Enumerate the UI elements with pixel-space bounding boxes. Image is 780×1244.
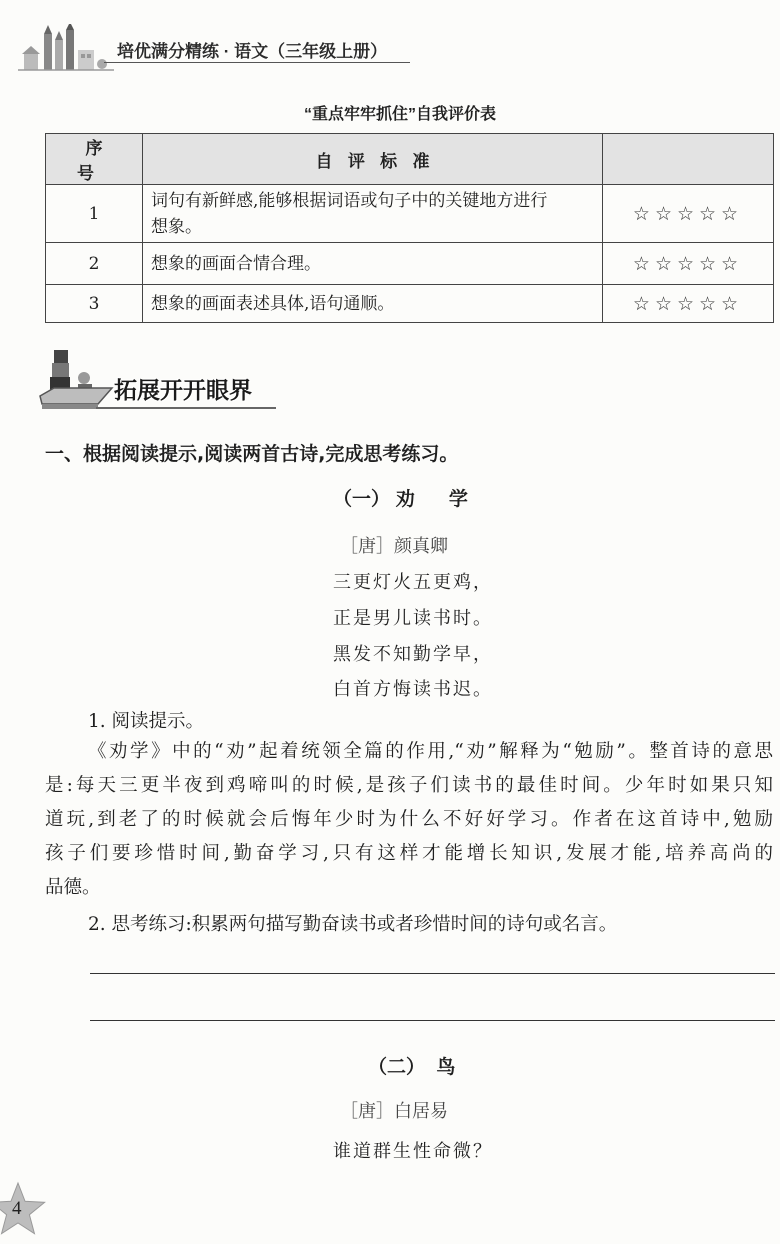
header-rule (104, 62, 410, 63)
poem1-number: （一） (333, 488, 391, 510)
paragraph-line: 孩子们要珍惜时间,勤奋学习,只有这样才能增长知识,发展才能,培养高尚的 (45, 843, 773, 864)
poem-line: 谁道群生性命微？ (333, 1141, 493, 1162)
question-heading: 一、根据阅读提示,阅读两首古诗,完成思考练习。 (45, 443, 459, 465)
star-rating: ☆☆☆☆☆ (603, 243, 774, 285)
poem-line: 白首方悔读书迟。 (333, 679, 493, 700)
row-criteria (143, 285, 603, 323)
section-rule (96, 407, 276, 409)
poem2-title (368, 1052, 455, 1079)
row-number: 3 (46, 285, 143, 323)
section-title: 拓展开开眼界 (114, 378, 252, 404)
poem1-name: 劝学 (395, 488, 503, 510)
poem-line: 三更灯火五更鸡， (333, 572, 493, 593)
paragraph-line: 是:每天三更半夜到鸡啼叫的时候,是孩子们读书的最佳时间。少年时如果只知 (45, 775, 773, 796)
table-row (46, 185, 774, 243)
exercise-label: 2. 思考练习:积累两句描写勤奋读书或者珍惜时间的诗句或名言。 (88, 914, 618, 935)
poem2-name: 鸟 (436, 1056, 456, 1078)
row-number: 2 (46, 243, 143, 285)
paragraph-line: 道玩,到老了的时候就会后悔年少时为什么不好好学习。作者在这首诗中,勉励 (45, 809, 773, 830)
criteria-line: 想象的画面表述具体,语句通顺。 (151, 293, 395, 314)
row-number: 1 (46, 185, 143, 243)
criteria-line: 想象的画面合情合理。 (151, 253, 321, 274)
poem-line: 黑发不知勤学早， (333, 644, 493, 665)
table-title: “重点牢牢抓住”自我评价表 (303, 106, 496, 123)
column-header-criteria: 自评标准 (143, 134, 603, 185)
poem2-author: ［唐］白居易 (340, 1101, 448, 1122)
answer-line (90, 973, 775, 974)
self-evaluation-table (45, 133, 774, 323)
answer-line (90, 1020, 775, 1021)
table-header-row (46, 134, 774, 185)
row-criteria (143, 185, 603, 243)
blocks-icon (38, 346, 114, 416)
column-header-rating (603, 134, 774, 185)
star-rating: ☆☆☆☆☆ (603, 285, 774, 323)
poem1-author: ［唐］颜真卿 (340, 536, 448, 557)
poem1-title (333, 484, 502, 511)
table-row (46, 243, 774, 285)
criteria-line: 想象。 (151, 216, 202, 237)
book-series-title: 培优满分精练 · 语文（三年级上册） (117, 42, 388, 61)
paragraph-line: 《劝学》中的“劝”起着统领全篇的作用,“劝”解释为“勉励”。整首诗的意思 (88, 741, 773, 762)
poem2-number: （二） (368, 1056, 426, 1078)
pencils-buildings-icon (18, 24, 114, 74)
criteria-line: 词句有新鲜感,能够根据词语或句子中的关键地方进行 (151, 190, 548, 211)
table-row (46, 285, 774, 323)
star-icon (0, 1180, 46, 1238)
paragraph-line: 品德。 (45, 877, 101, 898)
star-rating: ☆☆☆☆☆ (603, 185, 774, 243)
poem-line: 正是男儿读书时。 (333, 608, 493, 629)
page-number: 4 (12, 1198, 22, 1219)
reading-tip-label: 1. 阅读提示。 (88, 711, 205, 732)
column-header-number: 序号 (46, 134, 143, 185)
row-criteria (143, 243, 603, 285)
